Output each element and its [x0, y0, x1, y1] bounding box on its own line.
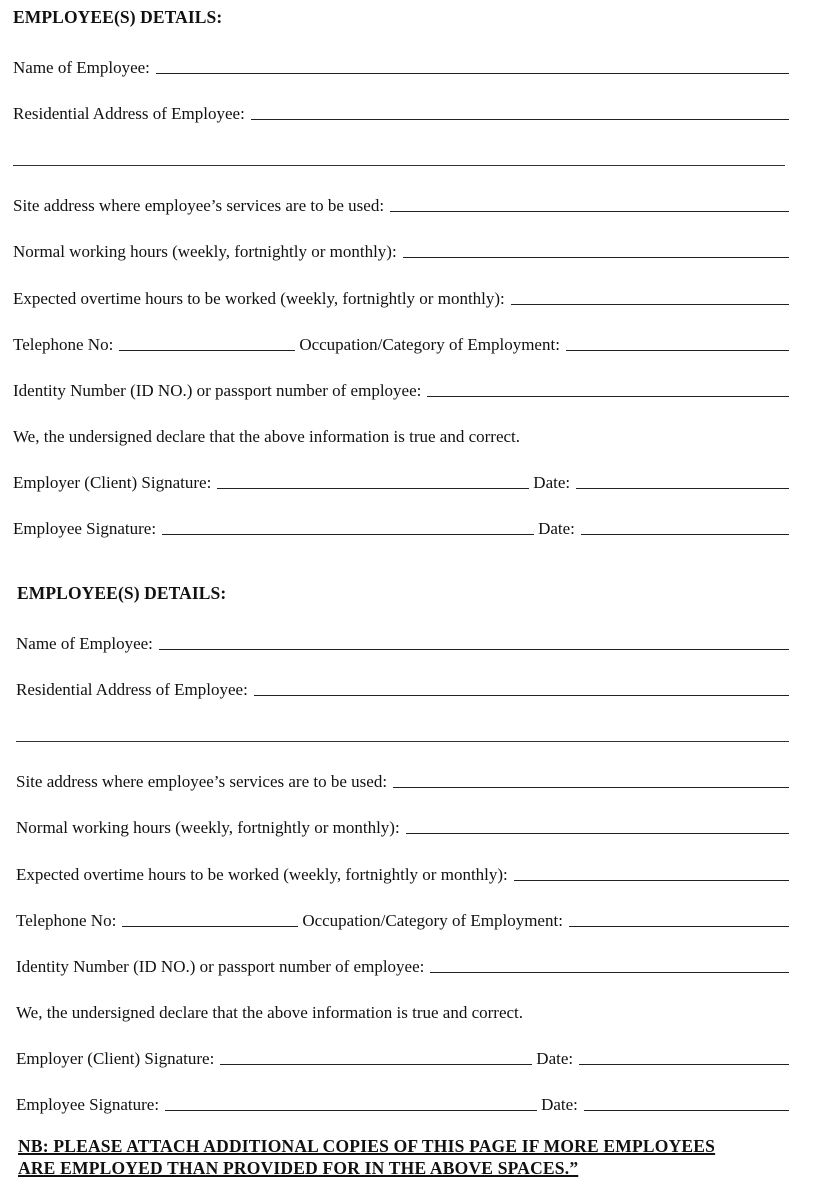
employee-date-label: Date:: [538, 519, 575, 538]
telephone-field[interactable]: [119, 349, 295, 351]
attachment-note: [18, 1135, 808, 1179]
name-row: [16, 628, 793, 654]
overtime-label: Expected overtime hours to be worked (weekly, fortnightly or monthly):: [16, 865, 508, 884]
id-label: Identity Number (ID NO.) or passport number of employee:: [16, 957, 425, 976]
section-heading: EMPLOYEE(S) DETAILS:: [13, 7, 223, 27]
normal-hours-field[interactable]: [406, 832, 789, 834]
normal-hours-row: [13, 236, 793, 262]
occupation-label: Occupation/Category of Employment:: [302, 911, 563, 930]
name-label: Name of Employee:: [16, 634, 153, 653]
id-label: Identity Number (ID NO.) or passport number of employee:: [13, 381, 422, 400]
id-row: [13, 375, 793, 401]
overtime-row: [16, 859, 793, 885]
normal-hours-field[interactable]: [403, 256, 789, 258]
employer-date-label: Date:: [536, 1049, 574, 1068]
occupation-field[interactable]: [569, 925, 789, 927]
employee-date-field[interactable]: [584, 1109, 789, 1111]
telephone-field[interactable]: [122, 925, 298, 927]
attachment-note-line-1: NB: PLEASE ATTACH ADDITIONAL COPIES OF THIS PAGE IF MORE EMPLOYEES: [18, 1136, 716, 1156]
employer-date-label: Date:: [533, 473, 571, 492]
normal-hours-label: Normal working hours (weekly, fortnightly or monthly):: [13, 242, 397, 261]
name-field[interactable]: [156, 72, 789, 74]
attachment-note-line-2: ARE EMPLOYED THAN PROVIDED FOR IN THE ABOVE SPACES.”: [18, 1158, 579, 1178]
normal-hours-row: [16, 812, 793, 838]
telephone-occupation-row: [16, 905, 793, 931]
employee-signature-label: Employee Signature:: [16, 1095, 160, 1114]
employee-signature-row: [13, 513, 793, 539]
employer-signature-row: [13, 467, 793, 493]
name-field[interactable]: [159, 648, 789, 650]
employer-signature-field[interactable]: [217, 487, 529, 489]
employee-signature-row: [16, 1089, 793, 1115]
telephone-occupation-row: [13, 329, 793, 355]
address-field[interactable]: [254, 694, 789, 696]
address-row: [16, 674, 793, 700]
occupation-field[interactable]: [566, 349, 789, 351]
id-row: [16, 951, 793, 977]
address-label: Residential Address of Employee:: [13, 104, 245, 123]
name-row: [13, 52, 793, 78]
id-field[interactable]: [427, 395, 789, 397]
address-row: [13, 98, 793, 124]
overtime-field[interactable]: [514, 879, 789, 881]
declaration-text: We, the undersigned declare that the above information is true and correct.: [16, 1003, 524, 1022]
occupation-label: Occupation/Category of Employment:: [299, 335, 560, 354]
employee-signature-field[interactable]: [165, 1109, 537, 1111]
employee-date-field[interactable]: [581, 533, 789, 535]
address-field-line-2[interactable]: [16, 740, 789, 742]
employee-signature-label: Employee Signature:: [13, 519, 157, 538]
overtime-field[interactable]: [511, 303, 789, 305]
employer-signature-row: [16, 1043, 793, 1069]
employee-signature-field[interactable]: [162, 533, 534, 535]
declaration-row: [13, 421, 793, 447]
site-label: Site address where employee’s services are to be used:: [13, 196, 385, 215]
telephone-label: Telephone No:: [16, 911, 117, 930]
address-label: Residential Address of Employee:: [16, 680, 248, 699]
site-row: [13, 190, 793, 216]
telephone-label: Telephone No:: [13, 335, 114, 354]
employee-date-label: Date:: [541, 1095, 578, 1114]
address-field-line-2[interactable]: [13, 164, 785, 166]
declaration-text: We, the undersigned declare that the above information is true and correct.: [13, 427, 521, 446]
normal-hours-label: Normal working hours (weekly, fortnightly or monthly):: [16, 818, 400, 837]
employer-date-field[interactable]: [579, 1063, 789, 1065]
site-label: Site address where employee’s services are to be used:: [16, 772, 388, 791]
overtime-label: Expected overtime hours to be worked (weekly, fortnightly or monthly):: [13, 289, 505, 308]
address-field[interactable]: [251, 118, 789, 120]
site-field[interactable]: [393, 786, 789, 788]
declaration-row: [16, 997, 793, 1023]
site-field[interactable]: [390, 210, 789, 212]
site-row: [16, 766, 793, 792]
overtime-row: [13, 283, 793, 309]
employer-signature-field[interactable]: [220, 1063, 532, 1065]
id-field[interactable]: [430, 971, 789, 973]
employer-date-field[interactable]: [576, 487, 789, 489]
employer-signature-label: Employer (Client) Signature:: [16, 1049, 215, 1068]
employer-signature-label: Employer (Client) Signature:: [13, 473, 212, 492]
section-heading: EMPLOYEE(S) DETAILS:: [17, 583, 227, 603]
name-label: Name of Employee:: [13, 58, 150, 77]
